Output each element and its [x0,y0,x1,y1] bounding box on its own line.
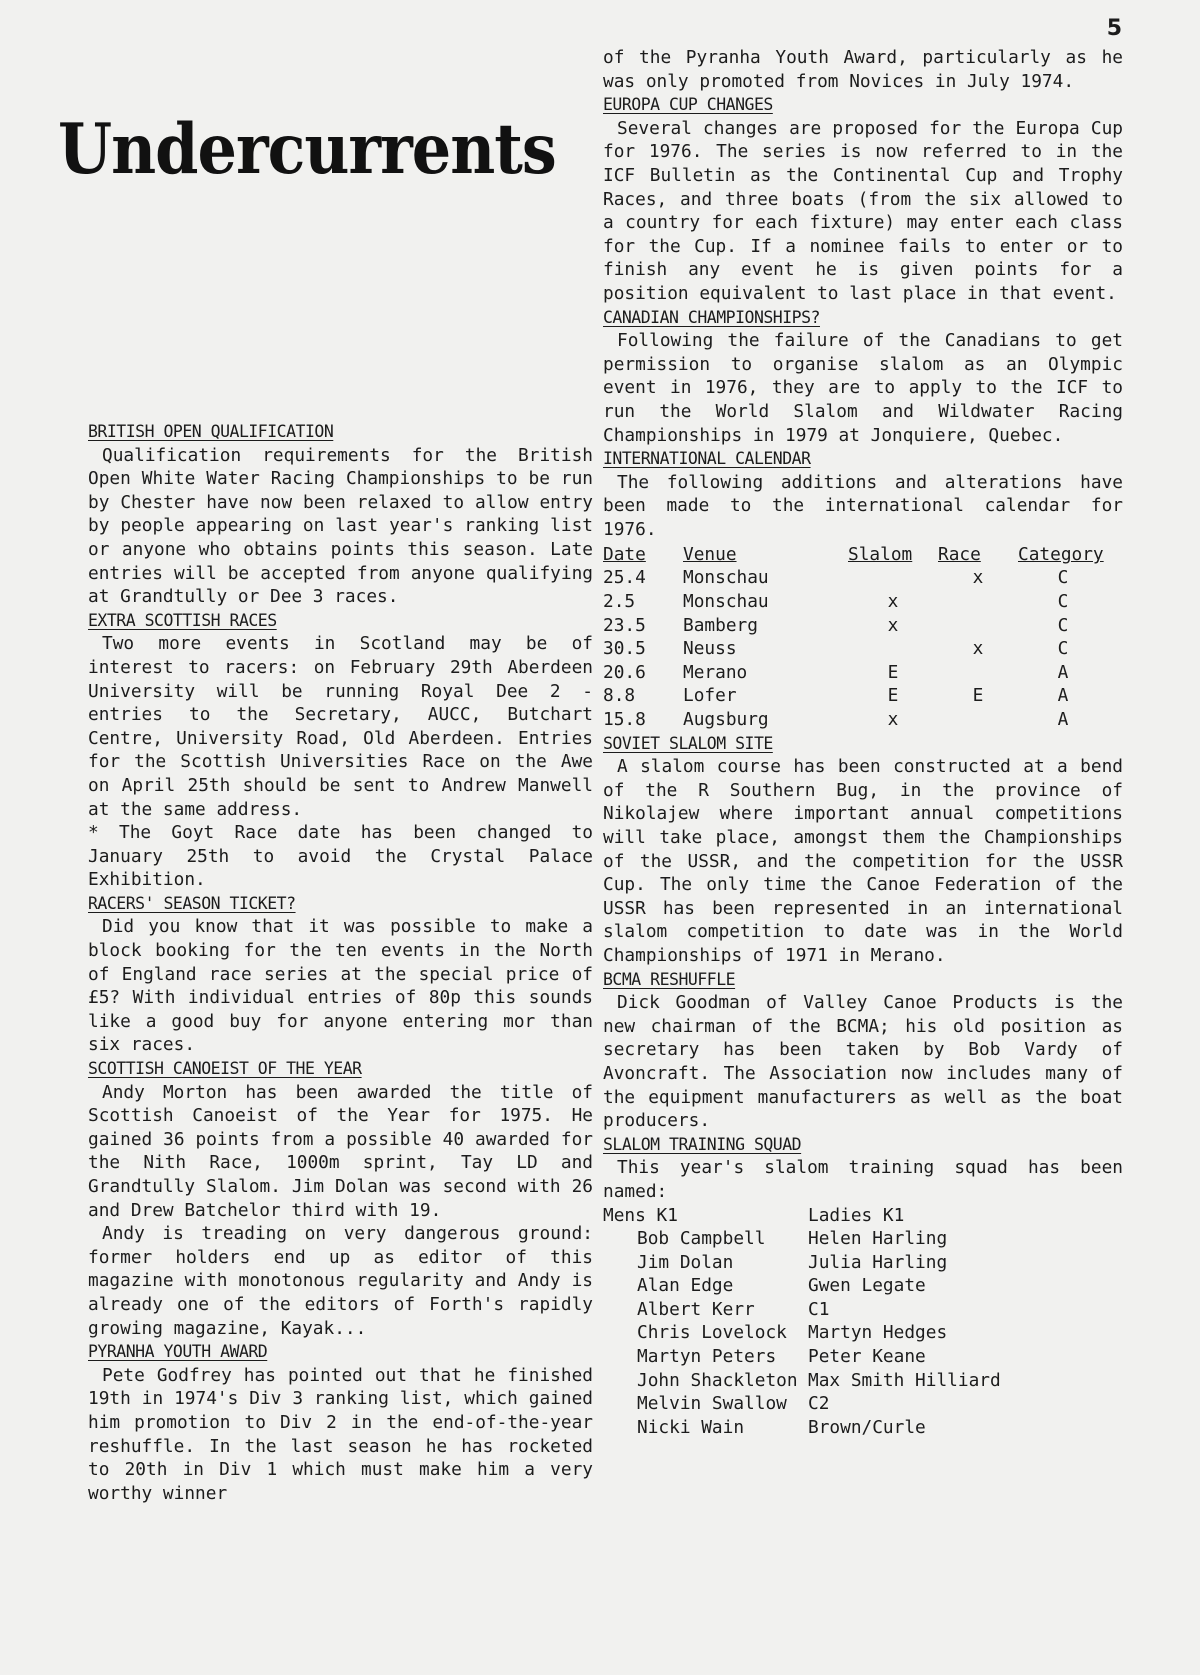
calendar-cell: x [972,638,984,660]
article-heading: INTERNATIONAL CALENDAR [603,449,811,469]
article-paragraph: Andy is treading on very dangerous ground: former holders end up as editor of this magazine with monotonous regularity and Andy is already one of the editors of Forth's rapidly growing magazine, Kayak... [88,1223,593,1339]
article-international-calendar [603,447,1123,732]
article-heading: BCMA RESHUFFLE [603,969,736,989]
article-scottish-canoeist [88,1057,593,1340]
calendar-cell: 15.8 [603,709,646,731]
article-paragraph: Qualification requirements for the British Open White Water Racing Championships to be run by Chester have now been relaxed to allow entry by people appearing on last year's ranking list or anyone who obtains points this season. Late entries will be accepted from anyone qualifying at Grandtully or Dee 3 races. [88,444,593,608]
right-column [603,46,1123,1439]
page-number: 5 [1106,16,1122,41]
article-heading: RACERS' SEASON TICKET? [88,893,296,913]
column-header: Slalom [848,544,913,566]
article-heading: CANADIAN CHAMPIONSHIPS? [603,307,820,327]
calendar-cell [848,637,938,661]
squad-category: Ladies K1 [808,1204,905,1226]
squad-member: Martyn Peters [637,1346,777,1368]
article-heading: SOVIET SLALOM SITE [603,733,773,753]
squad-column-left [603,1204,808,1440]
calendar-row [603,637,1108,661]
squad-member: Melvin Swallow [637,1393,787,1415]
calendar-cell: C [1057,567,1069,589]
calendar-cell [938,590,1018,614]
calendar-row [603,684,1108,708]
column-header: Race [938,544,981,566]
squad-member: Gwen Legate [808,1275,926,1297]
left-column [88,420,593,1505]
column-header: Venue [683,544,737,566]
article-paragraph: Dick Goodman of Valley Canoe Products is the new chairman of the BCMA; his old position as secretary has been taken by Bob Vardy of Avoncraft. The Association now includes many of the equipment manufacturers as well as the boat producers. [603,992,1123,1132]
calendar-cell [938,661,1018,685]
calendar-cell: E [887,685,899,707]
calendar-cell: C [1057,591,1069,613]
calendar-cell: Neuss [683,638,737,660]
squad-member: John Shackleton [637,1369,798,1391]
calendar-table [603,543,1108,731]
article-extra-scottish-races [88,609,593,892]
calendar-cell: x [887,709,899,731]
article-heading: BRITISH OPEN QUALIFICATION [88,422,334,441]
calendar-cell: 20.6 [603,661,646,683]
article-europa-cup [603,93,1123,305]
article-continuation: of the Pyranha Youth Award, particularly as he was only promoted from Novices in July 1974. [603,47,1123,92]
article-paragraph: A slalom course has been constructed at a bend of the R Southern Bug, in the province of Nikolajew where important annual competitions will take place, amongst them the Championships of the USSR, and the competition for the USSR Cup. The only time the Canoe Federation of the USSR has been represented in an international slalom competition to date was in the World Championships of 1971 in Merano. [603,756,1123,966]
column-header: Category [1018,544,1104,566]
article-heading: SLALOM TRAINING SQUAD [603,1134,802,1154]
article-paragraph: Two more events in Scotland may be of interest to racers: on February 29th Aberdeen University will be running Royal Dee 2 - entries to the Secretary, AUCC, Butchart Centre, University Road, Old Aberdeen. Entries for the Scottish Universities Race on the Awe on April 25th should be sent to Andrew Manwell at the same address. [88,633,593,820]
squad-member: Bob Campbell [637,1228,766,1250]
calendar-cell: C [1057,614,1069,636]
squad-member: Chris Lovelock [637,1322,787,1344]
article-paragraph: This year's slalom training squad has been named: [603,1157,1123,1202]
calendar-cell: 8.8 [603,685,636,707]
article-bcma-reshuffle [603,968,1123,1133]
squad-member: Julia Harling [808,1251,948,1273]
article-paragraph: Following the failure of the Canadians to get permission to organise slalom as an Olympic event in 1976, they are to apply to the ICF to run the World Slalom and Wildwater Racing Championships in 1979 at Jonquiere, Quebec. [603,330,1123,446]
calendar-cell: 25.4 [603,567,646,589]
article-paragraph: Pete Godfrey has pointed out that he finished 19th in 1974's Div 3 ranking list, which gained him promotion to Div 2 in the end-of-the-year reshuffle. In the last season he has rocketed to 20th in Div 1 which must make him a very worthy winner [88,1364,593,1504]
article-season-ticket [88,892,593,1057]
squad-member: Alan Edge [637,1275,734,1297]
article-canadian-championships [603,306,1123,448]
calendar-header-row [603,543,1108,566]
calendar-row [603,566,1108,590]
calendar-cell: x [887,591,899,613]
squad-member: Jim Dolan [637,1251,734,1273]
calendar-cell: 2.5 [603,591,636,613]
article-paragraph: Several changes are proposed for the Europa Cup for 1976. The series is now referred to in the ICF Bulletin as the Continental Cup and Trophy Races, and three boats (from the six allowed to a country for each fixture) may enter each class for the Cup. If a nominee fails to enter or to finish any event he is given points for a position equivalent to last place in that event. [603,117,1123,304]
squad-member: Albert Kerr [637,1298,755,1320]
squad-member: Helen Harling [808,1228,948,1250]
squad-category: C2 [808,1393,830,1415]
calendar-cell: A [1057,661,1069,683]
calendar-cell: A [1057,685,1069,707]
calendar-row [603,661,1108,685]
squad-member: Martyn Hedges [808,1322,948,1344]
calendar-row [603,590,1108,614]
calendar-cell: x [887,614,899,636]
masthead-title: Undercurrents [58,108,556,190]
squad-member: Peter Keane [808,1346,926,1368]
calendar-cell [938,614,1018,638]
calendar-cell: x [972,567,984,589]
calendar-row [603,708,1108,732]
article-heading: PYRANHA YOUTH AWARD [88,1342,268,1362]
squad-list [603,1204,1123,1440]
squad-category: Mens K1 [603,1204,678,1226]
article-paragraph: Did you know that it was possible to make a block booking for the ten events in the North of England race series at the special price of £5? With individual entries of 80p this sounds like a good buy for anyone entering mor than six races. [88,916,593,1056]
calendar-cell: E [887,661,899,683]
article-paragraph: The following additions and alterations have been made to the international calendar for 1976. [603,471,1123,540]
calendar-cell: Augsburg [683,709,769,731]
squad-member: Max Smith Hilliard [808,1369,1001,1391]
calendar-cell: 23.5 [603,614,646,636]
article-slalom-training-squad [603,1133,1123,1440]
column-header: Date [603,544,646,566]
article-heading: EUROPA CUP CHANGES [603,95,773,115]
article-heading: SCOTTISH CANOEIST OF THE YEAR [88,1059,362,1079]
calendar-cell: A [1057,709,1069,731]
article-paragraph: Andy Morton has been awarded the title of Scottish Canoeist of the Year for 1975. He gained 36 points from a possible 40 awarded for the Nith Race, 1000m sprint, Tay LD and Grandtully Slalom. Jim Dolan was second with 26 and Drew Batchelor third with 19. [88,1081,593,1221]
calendar-cell: C [1057,638,1069,660]
article-heading: EXTRA SCOTTISH RACES [88,610,277,630]
calendar-cell: Lofer [683,685,737,707]
squad-column-right [808,1204,1013,1440]
calendar-cell: 30.5 [603,638,646,660]
calendar-cell [938,708,1018,732]
article-pyranha-award [88,1340,593,1505]
calendar-cell [848,566,938,590]
calendar-cell: E [972,685,984,707]
calendar-row [603,614,1108,638]
calendar-cell: Monschau [683,567,769,589]
squad-member: Brown/Curle [808,1416,926,1438]
calendar-cell: Monschau [683,591,769,613]
calendar-cell: Merano [683,661,748,683]
article-paragraph: * The Goyt Race date has been changed to January 25th to avoid the Crystal Palace Exhibition. [88,822,593,891]
article-british-open [88,420,593,609]
squad-member: Nicki Wain [637,1416,745,1438]
calendar-cell: Bamberg [683,614,758,636]
article-soviet-slalom-site [603,732,1123,968]
squad-category: C1 [808,1298,830,1320]
